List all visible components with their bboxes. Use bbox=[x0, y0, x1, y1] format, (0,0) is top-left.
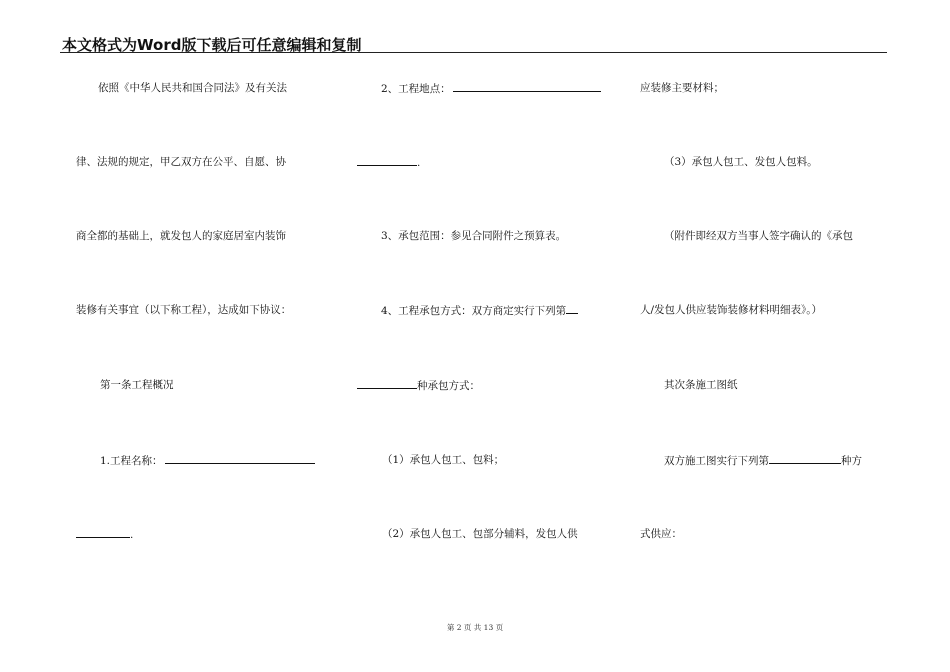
project-location-blank-2 bbox=[357, 155, 417, 166]
header-divider bbox=[60, 52, 887, 53]
project-name-blank bbox=[165, 453, 315, 464]
document-header-title: 本文格式为Word版下载后可任意编辑和复制 bbox=[62, 36, 362, 54]
period-mark: . bbox=[130, 529, 134, 541]
option-3: （3）承包人包工、发包人包料。 bbox=[664, 156, 818, 168]
contract-method-continuation bbox=[357, 378, 480, 393]
appendix-note-1: （附件即经双方当事人签字确认的《承包 bbox=[664, 230, 853, 242]
contract-method-suffix: 种承包方式： bbox=[417, 380, 480, 392]
drawing-supply-label: 双方施工图实行下列第 bbox=[664, 455, 769, 467]
col1-line-2: 律、法规的规定，甲乙双方在公平、自愿、协 bbox=[76, 156, 286, 168]
drawing-supply-blank bbox=[769, 453, 841, 464]
section-heading-2: 其次条施工图纸 bbox=[664, 379, 738, 391]
project-name-label: 1.工程名称： bbox=[100, 455, 163, 467]
appendix-note-2: 人/发包人供应装饰装修材料明细表》。） bbox=[640, 304, 823, 316]
contract-method-label: 4、工程承包方式：双方商定实行下列第 bbox=[381, 305, 567, 317]
col1-line-4: 装修有关事宜（以下称工程），达成如下协议： bbox=[76, 304, 292, 316]
project-location-continuation bbox=[357, 155, 420, 170]
contract-scope: 3、承包范围：参见合同附件之预算表。 bbox=[381, 230, 567, 242]
project-location-label: 2、工程地点： bbox=[381, 83, 451, 95]
section-heading-1: 第一条工程概况 bbox=[100, 379, 174, 391]
project-name-row bbox=[100, 453, 315, 468]
option-2: （2）承包人包工、包部分辅料，发包人供 bbox=[382, 528, 578, 540]
drawing-supply-row bbox=[664, 453, 862, 468]
period-mark: . bbox=[417, 157, 421, 169]
project-name-continuation bbox=[76, 527, 133, 542]
project-location-row bbox=[381, 81, 601, 96]
col1-line-3: 商全都的基础上，就发包人的家庭居室内装饰 bbox=[76, 230, 286, 242]
col1-line-1: 依照《中华人民共和国合同法》及有关法 bbox=[98, 82, 287, 94]
option-2-continuation: 应装修主要材料； bbox=[640, 82, 724, 94]
drawing-supply-suffix: 种方 bbox=[841, 455, 862, 467]
project-name-blank-2 bbox=[76, 527, 130, 538]
contract-method-blank-2 bbox=[357, 378, 417, 389]
option-1: （1）承包人包工、包料； bbox=[382, 454, 505, 466]
contract-method-blank bbox=[566, 303, 578, 314]
project-location-blank bbox=[453, 81, 601, 92]
page-number: 第 2 页 共 13 页 bbox=[446, 623, 504, 632]
drawing-supply-continuation: 式供应： bbox=[640, 528, 682, 540]
contract-method-row bbox=[381, 303, 578, 318]
